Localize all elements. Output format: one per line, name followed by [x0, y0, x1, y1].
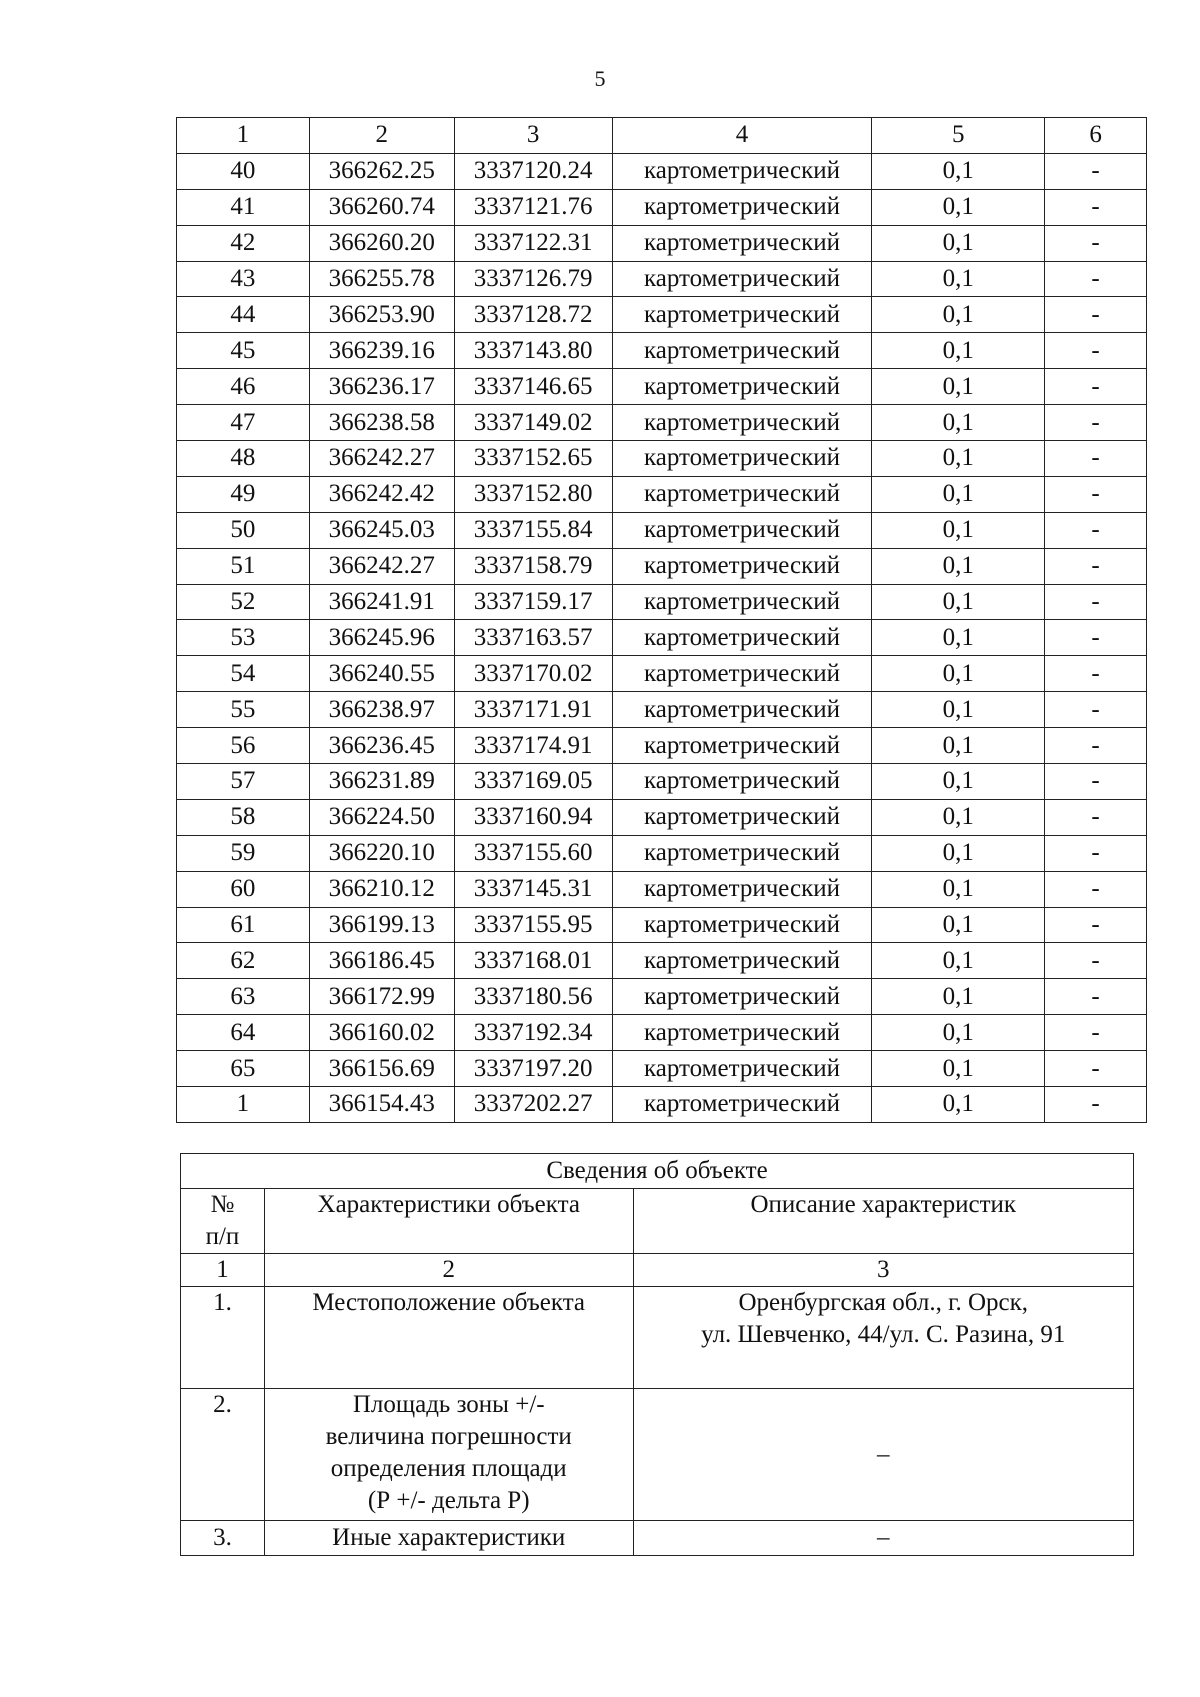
coordinates-cell: 3337155.84 — [454, 512, 612, 548]
coordinates-cell: - — [1045, 476, 1147, 512]
coordinates-cell: - — [1045, 1015, 1147, 1051]
coordinates-cell: 366156.69 — [309, 1051, 454, 1087]
coordinates-cell: - — [1045, 728, 1147, 764]
header-cell: 4 — [612, 118, 872, 154]
coordinates-cell: картометрический — [612, 189, 872, 225]
coordinates-cell: картометрический — [612, 512, 872, 548]
coordinates-row — [177, 261, 1147, 297]
coordinates-cell: 53 — [177, 620, 310, 656]
coordinates-cell: 366242.42 — [309, 476, 454, 512]
coordinates-cell: 366239.16 — [309, 333, 454, 369]
coordinates-cell: 42 — [177, 225, 310, 261]
coordinates-cell: 3337143.80 — [454, 333, 612, 369]
coordinates-cell: 0,1 — [872, 692, 1045, 728]
coordinates-cell: 3337180.56 — [454, 979, 612, 1015]
coordinates-table-body — [177, 118, 1147, 1123]
header-cell: 6 — [1045, 118, 1147, 154]
coordinates-row — [177, 405, 1147, 441]
coordinates-header-row — [177, 118, 1147, 154]
coordinates-cell: 61 — [177, 907, 310, 943]
coordinates-row — [177, 584, 1147, 620]
coordinates-cell: - — [1045, 979, 1147, 1015]
coordinates-cell: 3337158.79 — [454, 548, 612, 584]
coordinates-cell: 0,1 — [872, 656, 1045, 692]
coordinates-cell: 44 — [177, 297, 310, 333]
index-cell: 3 — [633, 1254, 1133, 1287]
coordinates-cell: - — [1045, 261, 1147, 297]
coordinates-cell: - — [1045, 441, 1147, 477]
coordinates-cell: картометрический — [612, 799, 872, 835]
coordinates-cell: 3337171.91 — [454, 692, 612, 728]
coordinates-cell: - — [1045, 692, 1147, 728]
coordinates-cell: 3337160.94 — [454, 799, 612, 835]
coordinates-cell: 0,1 — [872, 261, 1045, 297]
coordinates-cell: 0,1 — [872, 907, 1045, 943]
coordinates-cell: 366210.12 — [309, 871, 454, 907]
row-description: – — [633, 1389, 1133, 1521]
coordinates-cell: - — [1045, 333, 1147, 369]
coordinates-cell: - — [1045, 297, 1147, 333]
coordinates-cell: 0,1 — [872, 189, 1045, 225]
description-header: Описание характеристик — [633, 1189, 1133, 1254]
coordinates-cell: 51 — [177, 548, 310, 584]
coordinates-cell: 0,1 — [872, 369, 1045, 405]
coordinates-cell: 3337169.05 — [454, 764, 612, 800]
coordinates-cell: 0,1 — [872, 620, 1045, 656]
coordinates-cell: картометрический — [612, 1051, 872, 1087]
coordinates-cell: 366154.43 — [309, 1087, 454, 1123]
coordinates-cell: 366160.02 — [309, 1015, 454, 1051]
coordinates-cell: 0,1 — [872, 1051, 1045, 1087]
coordinates-cell: картометрический — [612, 405, 872, 441]
coordinates-cell: 52 — [177, 584, 310, 620]
coordinates-cell: 366253.90 — [309, 297, 454, 333]
coordinates-cell: 59 — [177, 835, 310, 871]
object-row-area — [181, 1389, 1134, 1521]
coordinates-cell: 3337121.76 — [454, 189, 612, 225]
coordinates-cell: 0,1 — [872, 512, 1045, 548]
characteristics-header: Характеристики объекта — [264, 1189, 633, 1254]
coordinates-cell: 366255.78 — [309, 261, 454, 297]
coordinates-cell: 0,1 — [872, 153, 1045, 189]
coordinates-row — [177, 548, 1147, 584]
header-cell: 5 — [872, 118, 1045, 154]
coordinates-cell: 0,1 — [872, 835, 1045, 871]
object-info-table — [180, 1153, 1134, 1556]
coordinates-cell: 0,1 — [872, 476, 1045, 512]
coordinates-cell: - — [1045, 871, 1147, 907]
coordinates-cell: 366231.89 — [309, 764, 454, 800]
coordinates-cell: 45 — [177, 333, 310, 369]
coordinates-cell: 3337126.79 — [454, 261, 612, 297]
row-characteristic: Площадь зоны +/- величина погрешности определения площади (Р +/- дельта Р) — [264, 1389, 633, 1521]
coordinates-row — [177, 153, 1147, 189]
coordinates-cell: - — [1045, 835, 1147, 871]
object-row-other — [181, 1521, 1134, 1556]
coordinates-cell: 0,1 — [872, 405, 1045, 441]
object-table-title-row — [181, 1154, 1134, 1189]
coordinates-cell: 57 — [177, 764, 310, 800]
object-row-location — [181, 1287, 1134, 1389]
coordinates-cell: картометрический — [612, 979, 872, 1015]
coordinates-cell: картометрический — [612, 620, 872, 656]
coordinates-cell: 1 — [177, 1087, 310, 1123]
coordinates-cell: - — [1045, 153, 1147, 189]
coordinates-row — [177, 871, 1147, 907]
coordinates-cell: 3337197.20 — [454, 1051, 612, 1087]
coordinates-cell: 3337145.31 — [454, 871, 612, 907]
coordinates-cell: 0,1 — [872, 584, 1045, 620]
coordinates-cell: 58 — [177, 799, 310, 835]
coordinates-cell: 3337122.31 — [454, 225, 612, 261]
coordinates-cell: 48 — [177, 441, 310, 477]
coordinates-cell: 0,1 — [872, 871, 1045, 907]
coordinates-row — [177, 441, 1147, 477]
coordinates-cell: - — [1045, 584, 1147, 620]
row-characteristic: Иные характеристики — [264, 1521, 633, 1556]
coordinates-cell: 54 — [177, 656, 310, 692]
coordinates-cell: - — [1045, 764, 1147, 800]
coordinates-cell: картометрический — [612, 476, 872, 512]
index-cell: 1 — [181, 1254, 265, 1287]
coordinates-cell: картометрический — [612, 1087, 872, 1123]
coordinates-cell: 0,1 — [872, 799, 1045, 835]
coordinates-cell: 49 — [177, 476, 310, 512]
coordinates-cell: 0,1 — [872, 764, 1045, 800]
coordinates-cell: 62 — [177, 943, 310, 979]
page-number: 5 — [594, 66, 606, 91]
coordinates-row — [177, 369, 1147, 405]
row-description: Оренбургская обл., г. Орск, ул. Шевченко, 44/ул. С. Разина, 91 — [633, 1287, 1133, 1389]
coordinates-cell: 366260.74 — [309, 189, 454, 225]
coordinates-cell: 3337163.57 — [454, 620, 612, 656]
row-number: 1. — [181, 1287, 265, 1389]
coordinates-cell: 366220.10 — [309, 835, 454, 871]
coordinates-cell: 3337152.80 — [454, 476, 612, 512]
coordinates-cell: 366242.27 — [309, 548, 454, 584]
coordinates-cell: картометрический — [612, 441, 872, 477]
coordinates-cell: - — [1045, 512, 1147, 548]
coordinates-cell: 3337168.01 — [454, 943, 612, 979]
coordinates-cell: - — [1045, 656, 1147, 692]
coordinates-cell: 0,1 — [872, 441, 1045, 477]
coordinates-cell: - — [1045, 799, 1147, 835]
coordinates-cell: 366186.45 — [309, 943, 454, 979]
coordinates-cell: картометрический — [612, 584, 872, 620]
coordinates-cell: 366172.99 — [309, 979, 454, 1015]
coordinates-cell: картометрический — [612, 333, 872, 369]
coordinates-cell: 41 — [177, 189, 310, 225]
coordinates-row — [177, 656, 1147, 692]
coordinates-cell: 3337146.65 — [454, 369, 612, 405]
coordinates-cell: 0,1 — [872, 1087, 1045, 1123]
coordinates-row — [177, 943, 1147, 979]
coordinates-row — [177, 333, 1147, 369]
row-number: 2. — [181, 1389, 265, 1521]
row-characteristic: Местоположение объекта — [264, 1287, 633, 1389]
coordinates-cell: 0,1 — [872, 548, 1045, 584]
coordinates-cell: 366245.96 — [309, 620, 454, 656]
coordinates-row — [177, 512, 1147, 548]
coordinates-cell: 3337149.02 — [454, 405, 612, 441]
coordinates-cell: 366236.17 — [309, 369, 454, 405]
coordinates-row — [177, 297, 1147, 333]
row-description: – — [633, 1521, 1133, 1556]
header-cell: 1 — [177, 118, 310, 154]
coordinates-cell: 46 — [177, 369, 310, 405]
coordinates-table — [176, 117, 1147, 1123]
coordinates-cell: 366242.27 — [309, 441, 454, 477]
coordinates-cell: 366224.50 — [309, 799, 454, 835]
coordinates-row — [177, 728, 1147, 764]
coordinates-cell: 0,1 — [872, 979, 1045, 1015]
coordinates-row — [177, 1087, 1147, 1123]
coordinates-row — [177, 907, 1147, 943]
header-cell: 2 — [309, 118, 454, 154]
coordinates-row — [177, 1015, 1147, 1051]
coordinates-cell: 0,1 — [872, 1015, 1045, 1051]
coordinates-cell: 0,1 — [872, 225, 1045, 261]
coordinates-cell: картометрический — [612, 225, 872, 261]
coordinates-cell: 0,1 — [872, 728, 1045, 764]
coordinates-cell: картометрический — [612, 548, 872, 584]
coordinates-cell: картометрический — [612, 728, 872, 764]
coordinates-row — [177, 799, 1147, 835]
coordinates-cell: картометрический — [612, 369, 872, 405]
coordinates-cell: картометрический — [612, 692, 872, 728]
coordinates-cell: 3337192.34 — [454, 1015, 612, 1051]
coordinates-cell: 56 — [177, 728, 310, 764]
coordinates-cell: 366238.58 — [309, 405, 454, 441]
object-table-index-row — [181, 1254, 1134, 1287]
coordinates-cell: 366260.20 — [309, 225, 454, 261]
coordinates-cell: - — [1045, 620, 1147, 656]
coordinates-row — [177, 476, 1147, 512]
coordinates-cell: 366240.55 — [309, 656, 454, 692]
coordinates-cell: 64 — [177, 1015, 310, 1051]
index-cell: 2 — [264, 1254, 633, 1287]
coordinates-cell: 3337202.27 — [454, 1087, 612, 1123]
coordinates-cell: 50 — [177, 512, 310, 548]
coordinates-cell: - — [1045, 405, 1147, 441]
coordinates-cell: картометрический — [612, 153, 872, 189]
coordinates-cell: - — [1045, 1087, 1147, 1123]
coordinates-cell: 0,1 — [872, 297, 1045, 333]
header-cell: 3 — [454, 118, 612, 154]
row-number: 3. — [181, 1521, 265, 1556]
coordinates-cell: 47 — [177, 405, 310, 441]
coordinates-row — [177, 225, 1147, 261]
coordinates-cell: картометрический — [612, 297, 872, 333]
coordinates-cell: 3337174.91 — [454, 728, 612, 764]
coordinates-cell: 366241.91 — [309, 584, 454, 620]
coordinates-cell: картометрический — [612, 261, 872, 297]
coordinates-cell: 0,1 — [872, 333, 1045, 369]
coordinates-cell: 43 — [177, 261, 310, 297]
coordinates-cell: - — [1045, 548, 1147, 584]
number-header: № п/п — [181, 1189, 265, 1254]
coordinates-cell: - — [1045, 1051, 1147, 1087]
coordinates-cell: 65 — [177, 1051, 310, 1087]
coordinates-cell: 3337152.65 — [454, 441, 612, 477]
coordinates-cell: картометрический — [612, 1015, 872, 1051]
coordinates-cell: 60 — [177, 871, 310, 907]
coordinates-cell: картометрический — [612, 764, 872, 800]
coordinates-cell: - — [1045, 943, 1147, 979]
coordinates-cell: 63 — [177, 979, 310, 1015]
coordinates-cell: картометрический — [612, 943, 872, 979]
coordinates-cell: 0,1 — [872, 943, 1045, 979]
coordinates-cell: - — [1045, 225, 1147, 261]
coordinates-cell: картометрический — [612, 871, 872, 907]
coordinates-cell: 366245.03 — [309, 512, 454, 548]
coordinates-cell: - — [1045, 369, 1147, 405]
coordinates-cell: 3337128.72 — [454, 297, 612, 333]
coordinates-cell: 3337155.95 — [454, 907, 612, 943]
coordinates-cell: 3337159.17 — [454, 584, 612, 620]
coordinates-cell: 40 — [177, 153, 310, 189]
coordinates-row — [177, 764, 1147, 800]
coordinates-cell: 55 — [177, 692, 310, 728]
coordinates-row — [177, 620, 1147, 656]
object-table-title: Сведения об объекте — [181, 1154, 1134, 1189]
coordinates-cell: картометрический — [612, 656, 872, 692]
coordinates-cell: 3337155.60 — [454, 835, 612, 871]
coordinates-cell: 366262.25 — [309, 153, 454, 189]
coordinates-cell: - — [1045, 189, 1147, 225]
coordinates-cell: картометрический — [612, 835, 872, 871]
coordinates-cell: 3337170.02 — [454, 656, 612, 692]
coordinates-row — [177, 835, 1147, 871]
coordinates-row — [177, 692, 1147, 728]
coordinates-cell: 3337120.24 — [454, 153, 612, 189]
coordinates-cell: 366236.45 — [309, 728, 454, 764]
coordinates-cell: 366238.97 — [309, 692, 454, 728]
coordinates-row — [177, 189, 1147, 225]
object-table-header-row — [181, 1189, 1134, 1254]
coordinates-row — [177, 1051, 1147, 1087]
coordinates-cell: - — [1045, 907, 1147, 943]
coordinates-cell: картометрический — [612, 907, 872, 943]
coordinates-row — [177, 979, 1147, 1015]
coordinates-cell: 366199.13 — [309, 907, 454, 943]
